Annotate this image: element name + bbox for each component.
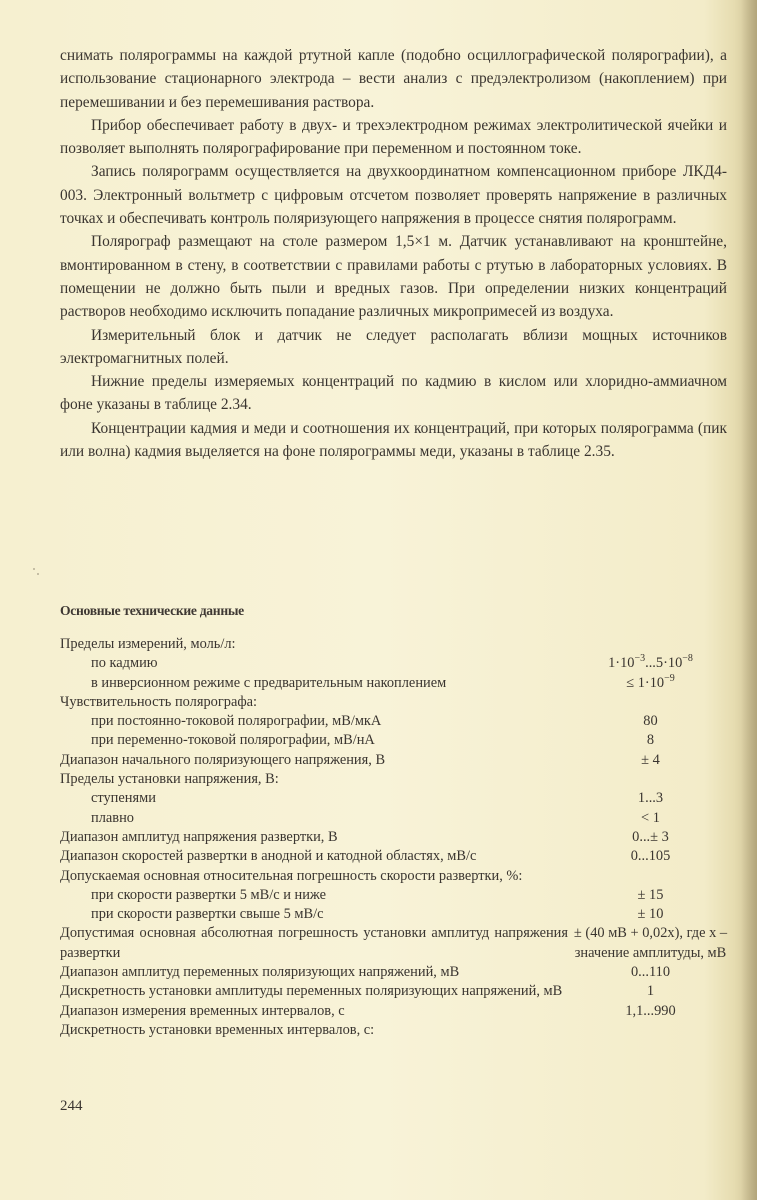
page-number: 244 xyxy=(60,1098,83,1114)
spec-value: ≤ $1\cdot 10^{-9}$ xyxy=(626,672,675,691)
spec-row xyxy=(60,982,740,1001)
spec-value: 1 xyxy=(646,983,655,1000)
spec-label: при скорости развертки 5 мВ/с и ниже xyxy=(91,886,327,903)
spec-row xyxy=(60,770,740,789)
paragraph: Концентрации кадмия и меди и соотношения их концентраций, при которых полярограмма (пик или волна) кадмия выделяется на фоне полярограммы меди, указаны в таблице 2.35. xyxy=(60,419,727,461)
section-title: Основные технические данные xyxy=(60,603,244,618)
spec-row xyxy=(60,712,740,731)
paragraph: Измерительный блок и датчик не следует располагать вблизи мощных источников электромагнитных полей. xyxy=(60,326,727,367)
spec-label: при скорости развертки свыше 5 мВ/с xyxy=(91,906,324,923)
spec-label: Диапазон начального поляризующего напряжения, В xyxy=(60,751,386,768)
spec-value: 0...± 3 xyxy=(632,828,669,845)
spec-value: ± 15 xyxy=(637,886,664,903)
spec-row xyxy=(60,867,740,886)
spec-value: 8 xyxy=(646,732,655,749)
spec-value: 1,1...990 xyxy=(625,1002,676,1019)
spec-value: $1\cdot 10^{-3}...5\cdot 10^{-8}$ xyxy=(608,653,693,672)
spec-label: при переменно-токовой полярографии, мВ/нА xyxy=(91,732,375,749)
spec-label: ступенями xyxy=(91,790,156,807)
spec-label: Диапазон амплитуд переменных поляризующих напряжений, мВ xyxy=(60,964,460,981)
paragraph: Полярограф размещают на столе размером 1,5×1 м. Датчик устанавливают на кронштейне, вмонтированном в стену, в соответствии с правилами работы с ртутью в лабораторных условиях. В помещении не должно быть пыли и вредных газов. При определении низких концентраций растворов необходимо исключить попадание различных микропримесей из воздуха. xyxy=(60,233,727,321)
spec-label: Чувствительность полярографа: xyxy=(60,693,258,710)
spec-value: 0...110 xyxy=(630,964,671,981)
body-text xyxy=(60,44,727,463)
scan-speck xyxy=(37,573,39,575)
spec-label: Диапазон скоростей развертки в анодной и катодной областях, мВ/с xyxy=(60,848,477,865)
paragraph: снимать полярограммы на каждой ртутной капле (подобно осциллографической полярографии), а использование стационарного электрода – вести анализ с предэлектролизом (накоплением) при перемешивании и без перемешивания раствора. xyxy=(60,47,727,111)
spec-value: 0...105 xyxy=(630,848,671,865)
technical-specs-list xyxy=(60,635,740,1040)
paragraph: Прибор обеспечивает работу в двух- и трехэлектродном режимах электролитической ячейки и позволяет выполнять полярографирование при переменном и постоянном токе. xyxy=(60,116,727,158)
spec-row xyxy=(60,654,740,673)
spec-label: Допустимая основная абсолютная погрешность установки амплитуд напряжения развертки xyxy=(60,925,568,961)
spec-row xyxy=(60,924,740,963)
spec-value: ± 10 xyxy=(637,906,664,923)
spec-row xyxy=(60,809,740,828)
spec-value: ± 4 xyxy=(641,751,660,768)
spec-row xyxy=(60,693,740,712)
spec-row xyxy=(60,886,740,905)
spec-row xyxy=(60,905,740,924)
spec-label: Допускаемая основная относительная погрешность скорости развертки, %: xyxy=(60,867,523,884)
spec-value: 80 xyxy=(643,713,658,730)
spec-row xyxy=(60,963,740,982)
spec-label: Пределы установки напряжения, В: xyxy=(60,771,279,788)
spec-label: Диапазон амплитуд напряжения развертки, В xyxy=(60,828,338,845)
spec-row xyxy=(60,789,740,808)
spec-label: Дискретность установки временных интервалов, с: xyxy=(60,1021,375,1038)
spec-row xyxy=(60,847,740,866)
spec-row xyxy=(60,1002,740,1021)
spec-label: Диапазон измерения временных интервалов, с xyxy=(60,1002,345,1019)
spec-label: при постоянно-токовой полярографии, мВ/мкА xyxy=(91,713,382,730)
spec-label: в инверсионном режиме с предварительным накоплением xyxy=(91,674,447,691)
page-edge-shadow xyxy=(741,0,757,1200)
spec-label: Пределы измерений, моль/л: xyxy=(60,636,236,652)
spec-row xyxy=(60,731,740,750)
spec-row xyxy=(60,828,740,847)
spec-row xyxy=(60,1021,740,1040)
scan-speck xyxy=(33,568,35,570)
spec-row xyxy=(60,635,740,654)
spec-row xyxy=(60,674,740,693)
spec-value: < 1 xyxy=(641,809,660,826)
spec-label: по кадмию xyxy=(91,655,158,672)
spec-value: 1...3 xyxy=(637,790,664,807)
paragraph: Запись полярограмм осуществляется на двухкоординатном компенсационном приборе ЛКД4-003. Электронный вольтметр с цифровым отсчетом позволяет проверять напряжение в различных точках и обеспечивать контроль поляризующего напряжения в процессе снятия полярограмм. xyxy=(60,163,727,228)
spec-value: ± (40 мВ + 0,02x), где x – значение амплитуды, мВ xyxy=(573,925,728,961)
spec-label: Дискретность установки амплитуды переменных поляризующих напряжений, мВ xyxy=(60,983,563,1000)
spec-row xyxy=(60,751,740,770)
spec-label: плавно xyxy=(91,809,134,826)
paragraph: Нижние пределы измеряемых концентраций по кадмию в кислом или хлоридно-аммиачном фоне указаны в таблице 2.34. xyxy=(60,373,727,414)
